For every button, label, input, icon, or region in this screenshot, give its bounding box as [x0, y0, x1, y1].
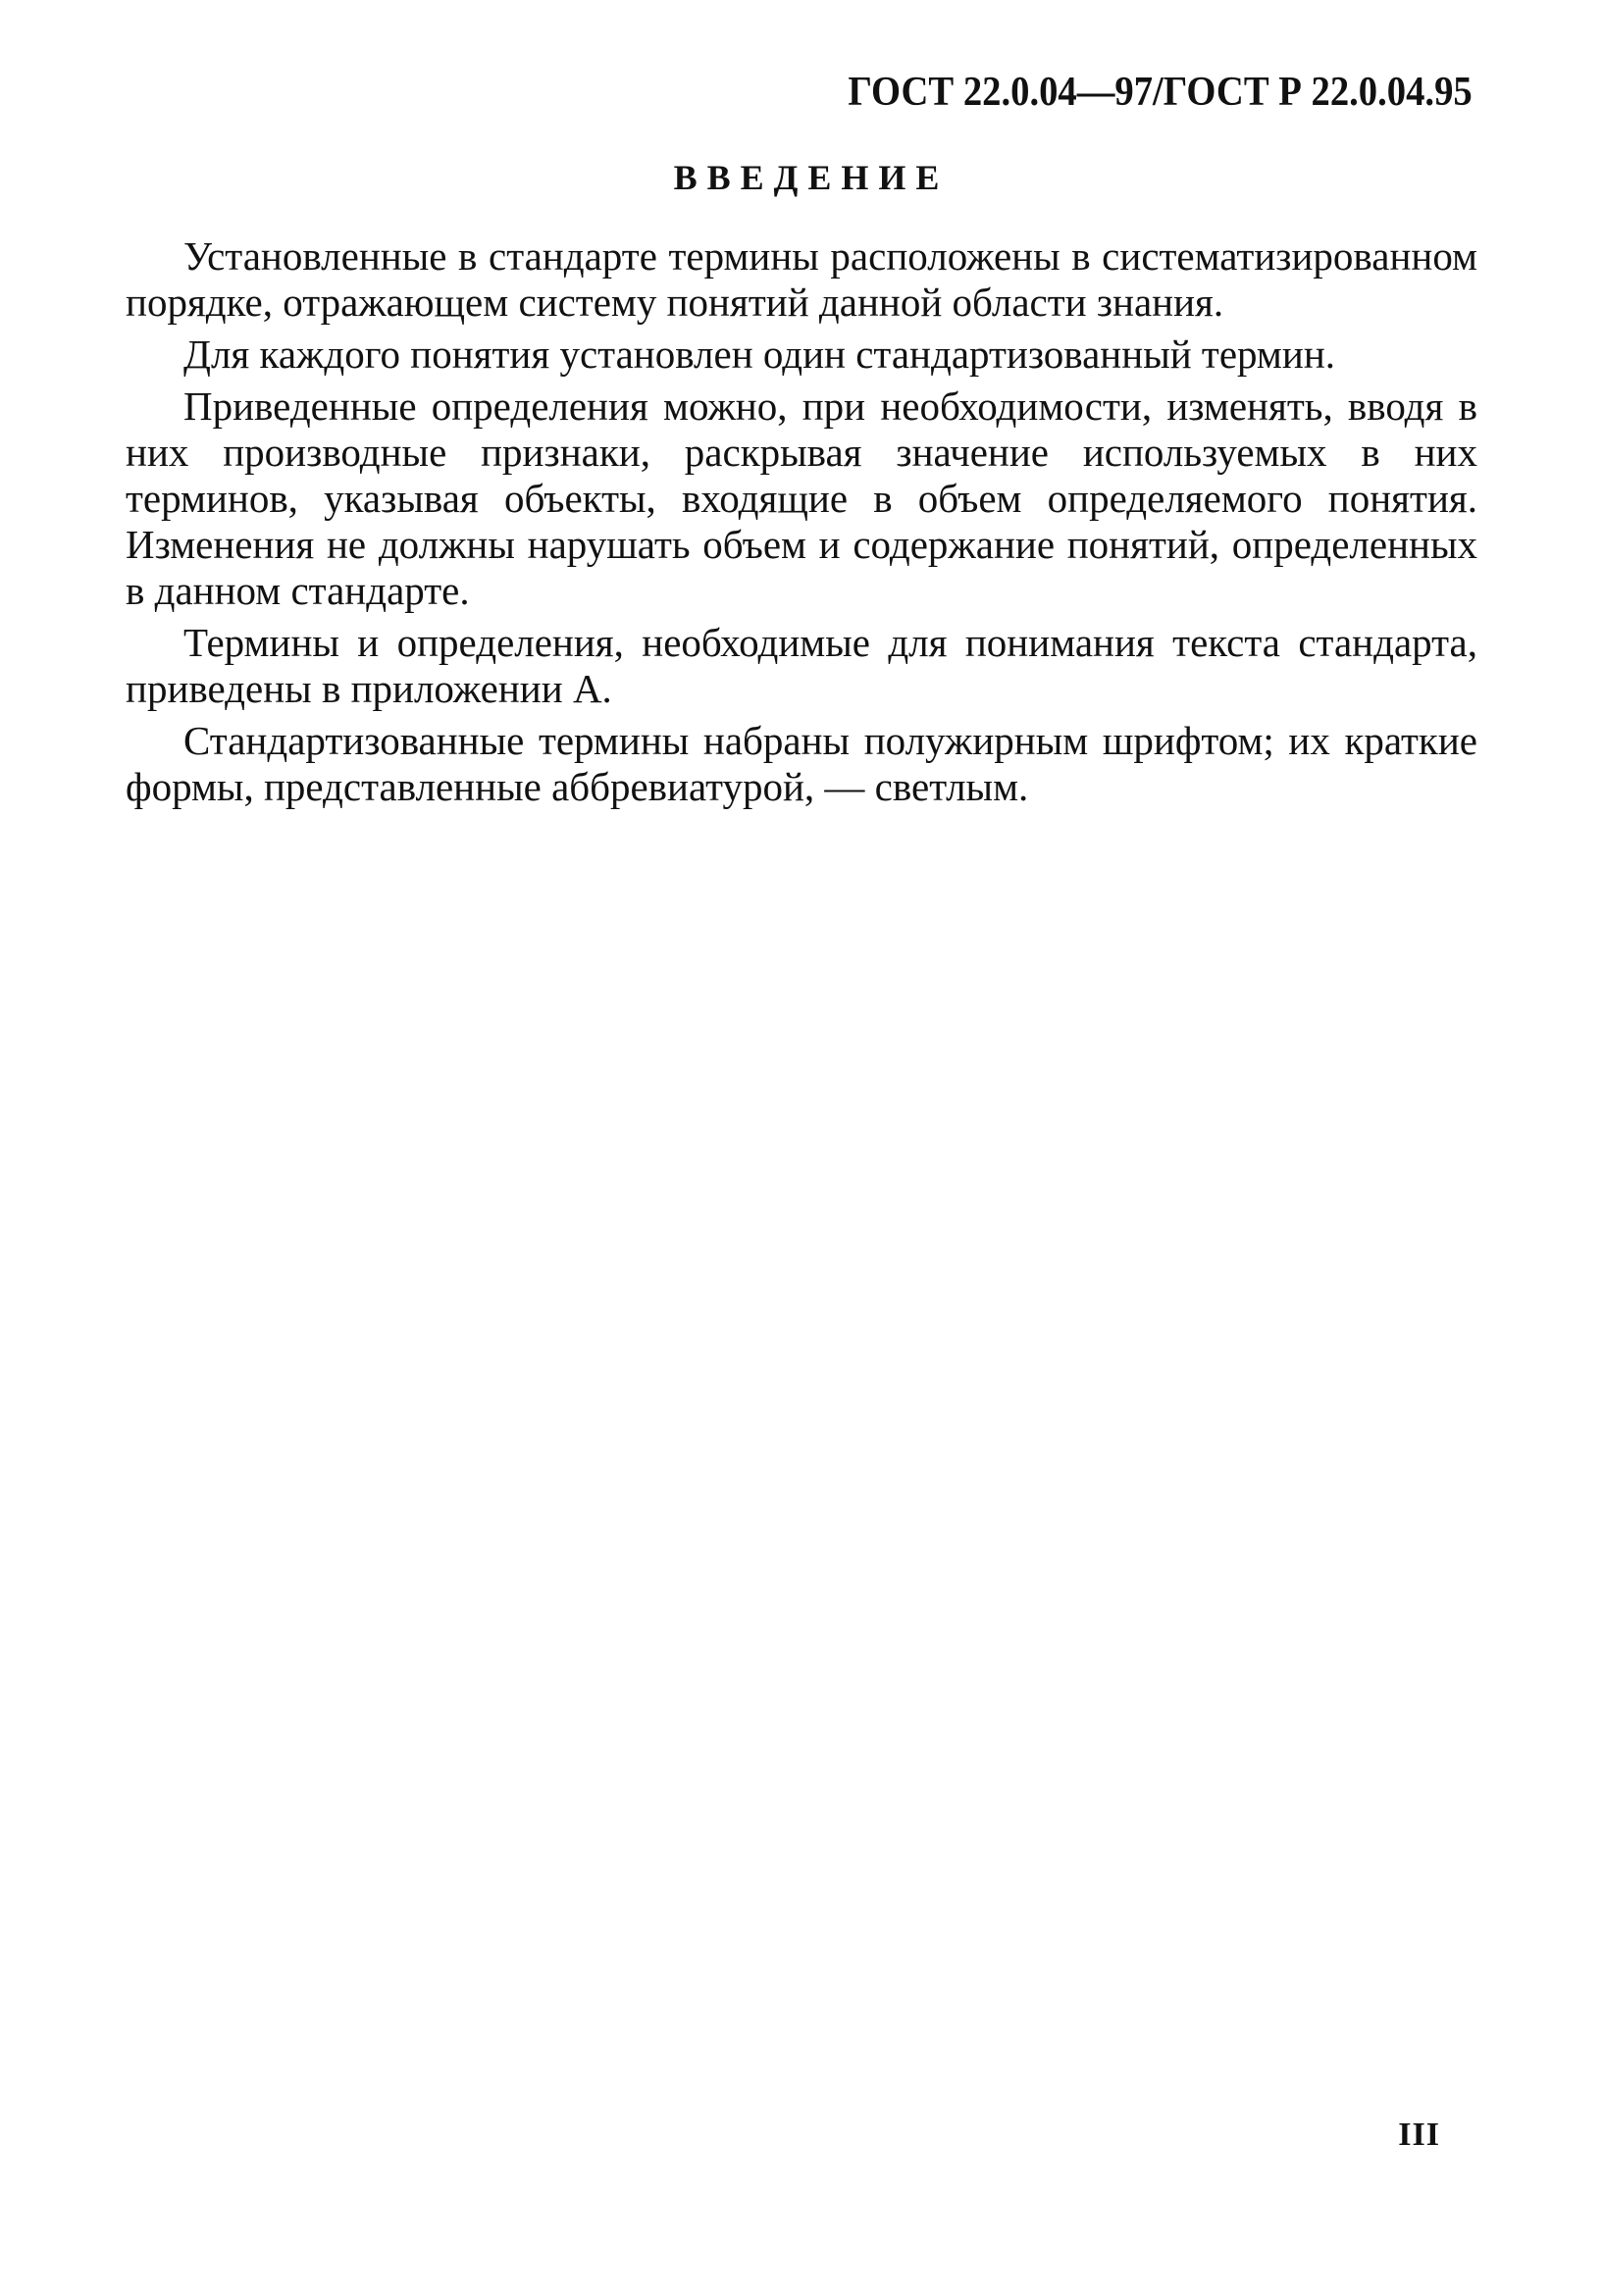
paragraph: Приведенные определения можно, при необходимости, изменять, вводя в них производные признаки, раскрывая значение используемых в них терминов, указывая объекты, входящие в объем определяемого понятия. Изменения не должны нарушать объем и содержание понятий, определенных в данном стандарте. — [126, 383, 1477, 613]
document-header: ГОСТ 22.0.04—97/ГОСТ Р 22.0.04.95 — [848, 70, 1473, 115]
paragraph: Стандартизованные термины набраны полужирным шрифтом; их краткие формы, представленные аббревиатурой, — светлым. — [126, 718, 1477, 809]
paragraph: Установленные в стандарте термины расположены в систематизированном порядке, отражающем систему понятий данной области знания. — [126, 233, 1477, 325]
body-text — [126, 233, 1477, 816]
paragraph: Термины и определения, необходимые для понимания текста стандарта, приведены в приложении А. — [126, 620, 1477, 711]
section-title: ВВЕДЕНИЕ — [673, 158, 950, 197]
paragraph: Для каждого понятия установлен один стандартизованный термин. — [183, 332, 1336, 377]
page-number: III — [1398, 2117, 1440, 2153]
